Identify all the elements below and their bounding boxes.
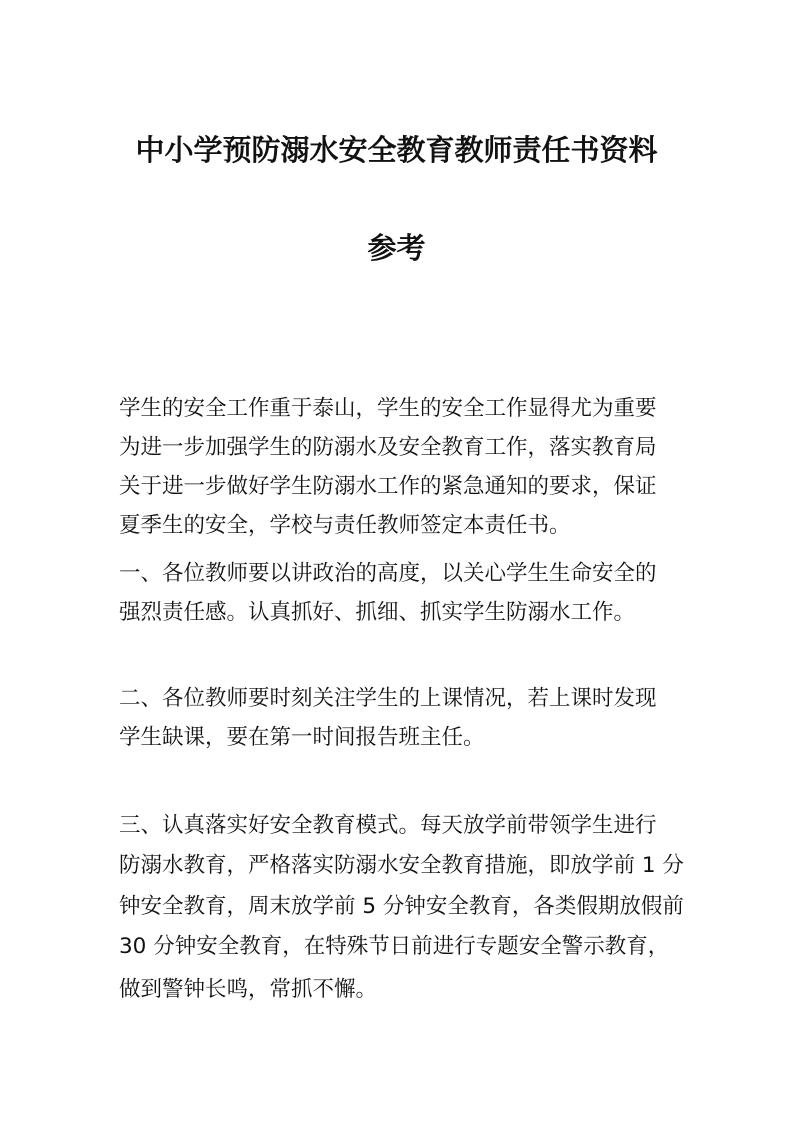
body-text-line: 关于进一步做好学生防溺水工作的紧急通知的要求，保证 <box>119 474 657 499</box>
document-title-line1: 中小学预防溺水安全教育教师责任书资料 <box>135 133 658 167</box>
body-text-line: 钟安全教育，周末放学前 5 分钟安全教育，各类假期放假前 <box>119 894 684 919</box>
body-text-line: 防溺水教育，严格落实防溺水安全教育措施，即放学前 1 分 <box>119 853 684 878</box>
body-text-line: 做到警钟长鸣，常抓不懈。 <box>119 977 378 1002</box>
body-text-line: 一、各位教师要以讲政治的高度，以关心学生生命安全的 <box>119 561 657 586</box>
body-text-line: 二、各位教师要时刻关注学生的上课情况，若上课时发现 <box>119 686 657 711</box>
body-text-line: 学生的安全工作重于泰山，学生的安全工作显得尤为重要 <box>119 396 657 421</box>
document-title-line2: 参考 <box>367 231 426 265</box>
body-text-line: 夏季生的安全，学校与责任教师签定本责任书。 <box>119 513 571 538</box>
body-text-line: 学生缺课，要在第一时间报告班主任。 <box>119 725 485 750</box>
body-text-line: 强烈责任感。认真抓好、抓细、抓实学生防溺水工作。 <box>119 600 636 625</box>
body-text-line: 30 分钟安全教育，在特殊节日前进行专题安全警示教育， <box>119 934 670 959</box>
body-text-line: 为进一步加强学生的防溺水及安全教育工作，落实教育局 <box>119 435 657 460</box>
body-text-line: 三、认真落实好安全教育模式。每天放学前带领学生进行 <box>119 813 657 838</box>
